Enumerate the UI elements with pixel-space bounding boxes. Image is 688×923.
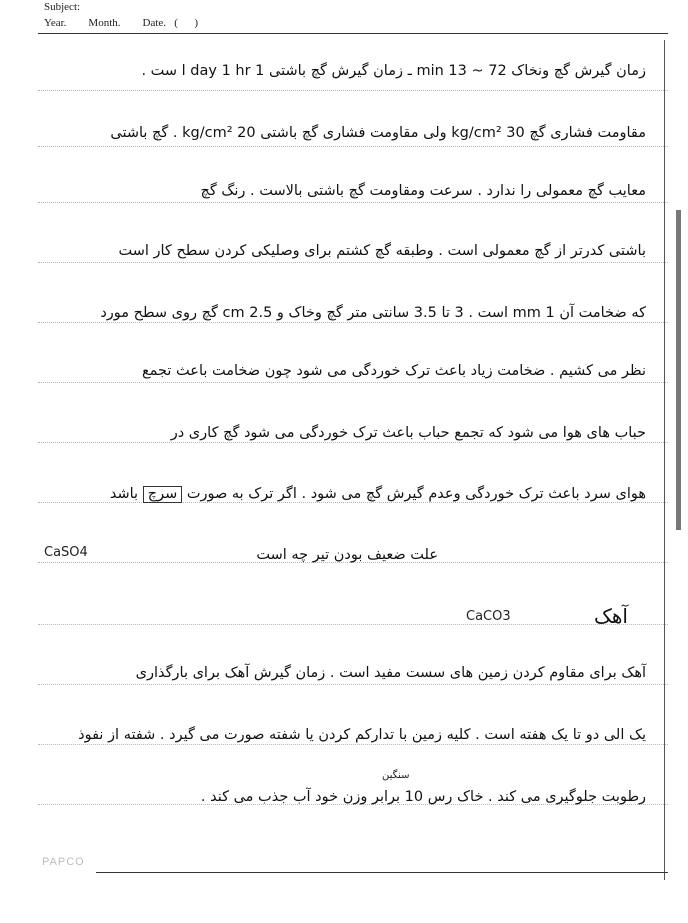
ruled-line [38,382,668,383]
note-line-8-text: هوای سرد باعث ترک خوردگی وعدم گیرش گچ می شود . اگر ترک به صورت [186,486,646,502]
note-line-11: یک الی دو تا یک هفته است . کلیه زمین با تدارکم کردن یا شفته صورت می گیرد . شفته از نفوذ [78,727,646,743]
note-line-5: که ضخامت آن 1 mm است . 3 تا 3.5 سانتی متر گچ وخاک و 2.5 cm گچ روی سطح مورد [100,305,646,321]
ruled-line [38,202,668,203]
note-line-1: زمان گیرش گچ ونخاک 72 ~ 13 min ـ زمان گیرش گچ باشتی 1 day 1 hr ا ست . [141,63,646,79]
note-line-8 [44,486,646,503]
footer-rule [96,872,668,873]
ruled-line [38,442,668,443]
note-line-3: معایب گچ معمولی را ندارد . سرعت ومقاومت گچ باشتی بالاست . رنگ گچ [200,183,646,199]
ruled-line [38,624,668,625]
ruled-line [38,146,668,147]
papco-logo: PAPCO [42,856,85,868]
ruled-line [38,744,668,745]
note-line-2: مقاومت فشاری گچ 30 kg/cm² ولی مقاومت فشاری گچ باشتی 20 kg/cm² . گچ باشتی [110,125,646,141]
boxed-word: سرچ [143,486,183,503]
section-heading: آهک [593,604,628,628]
formula-caso4: CaSO4 [44,545,88,560]
page-header [0,0,688,40]
formula-caco3: CaCO3 [466,609,511,624]
note-line-12: رطوبت جلوگیری می کند . خاک رس 10 برابر وزن خود آب جذب می کند . [200,789,646,805]
ruled-line [38,90,668,91]
subject-label: Subject: [44,1,81,13]
page-edge-shadow [676,210,681,530]
note-line-8-end: باشد [109,486,139,502]
note-line-6: نظر می کشیم . ضخامت زیاد باعث ترک خوردگی می شود چون ضخامت باعث تجمع [141,363,646,379]
date-labels: Year. Month. Date. ( ) [44,17,199,29]
ruled-line [38,322,668,323]
right-margin-line [664,40,665,880]
note-line-7: حباب های هوا می شود که تجمع حباب باعث ترک خوردگی می شود گچ کاری در [170,425,646,441]
note-line-4: باشتی کدرتر از گچ معمولی است . وطبقه گچ کشتم برای وصلیکی کردن سطح کار است [118,243,646,259]
ruled-line [38,262,668,263]
header-rule [38,33,668,34]
note-line-10: آهک برای مقاوم کردن زمین های سست مفید است . زمان گیرش آهک برای بارگذاری [135,665,646,681]
note-line-9: علت ضعیف بودن تیر چه است [256,547,438,563]
note-above-last: سنگین [382,770,410,781]
ruled-line [38,684,668,685]
